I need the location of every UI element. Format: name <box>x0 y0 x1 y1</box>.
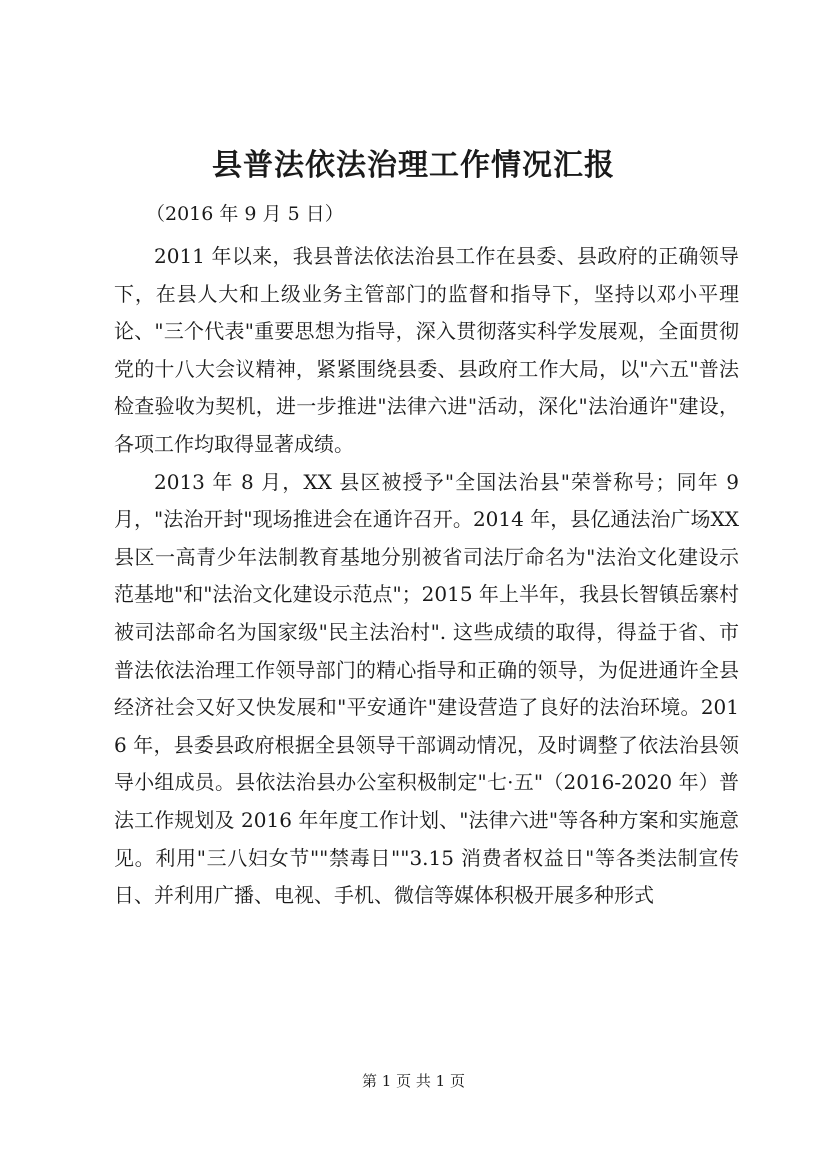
document-body <box>114 238 739 915</box>
paragraph: 2011 年以来，我县普法依法治县工作在县委、县政府的正确领导下，在县人大和上级业务主管部门的监督和指导下，坚持以邓小平理论、"三个代表"重要思想为指导，深入贯彻落实科学发展观，全面贯彻党的十八大会议精神，紧紧围绕县委、县政府工作大局，以"六五"普法检查验收为契机，进一步推进"法律六进"活动，深化"法治通许"建设，各项工作均取得显著成绩。 <box>114 244 739 456</box>
document-title: 县普法依法治理工作情况汇报 <box>212 148 615 183</box>
page-footer: 第 1 页 共 1 页 <box>362 1072 465 1090</box>
paragraph: 2013 年 8 月，XX 县区被授予"全国法治县"荣誉称号；同年 9 月，"法治开封"现场推进会在通许召开。2014 年，县亿通法治广场XX县区一高青少年法制教育基地分别被省司法厅命名为"法治文化建设示范基地"和"法治文化建设示范点"；2015 年上半年，我县长智镇岳寨村被司法部命名为国家级"民主法治村". 这些成绩的取得，得益于省、市普法依法治理工作领导部门的精心指导和正确的领导，为促进通许全县经济社会又好又快发展和"平安通许"建设营造了良好的法治环境。2016 年，县委县政府根据全县领导干部调动情况，及时调整了依法治县领导小组成员。县依法治县办公室积极制定"七·五"（2016-2020 年）普法工作规划及 2016 年年度工作计划、"法律六进"等各种方案和实施意见。利用"三八妇女节""禁毒日""3.15 消费者权益日"等各类法制宣传日、并利用广播、电视、手机、微信等媒体积极开展多种形式 <box>114 469 739 908</box>
document-date: （2016 年 9 月 5 日） <box>146 203 344 225</box>
